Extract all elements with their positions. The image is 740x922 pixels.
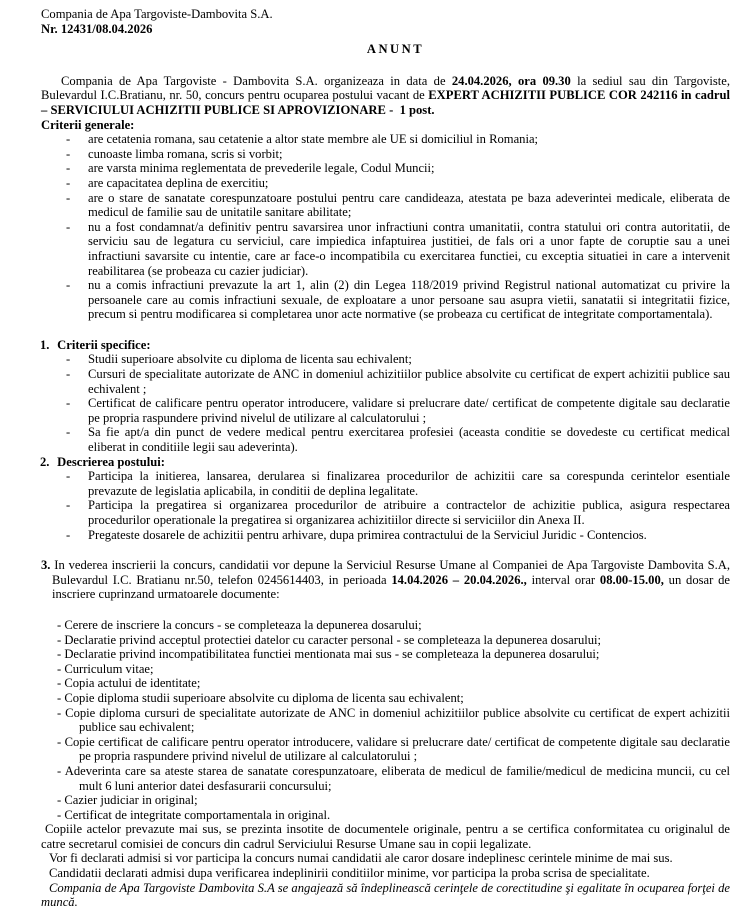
required-documents-list (41, 618, 730, 822)
spacer (41, 542, 730, 558)
section-number: 2. (40, 454, 50, 469)
intro-paragraph (41, 74, 730, 118)
document-item: - Copie diploma cursuri de specialitate autorizate de ANC in domeniul achizitiilor publice absolvite cu certificat de expert achizitii publice sau echivalent; (57, 705, 730, 735)
dash-bullet: - (66, 425, 71, 440)
written-test-note: Candidatii declarati admisi dupa verificarea indeplinirii conditiilor minime, vor participa la proba scrisa de specialitate. (49, 866, 650, 881)
dash-bullet: - (66, 352, 71, 367)
list-item (41, 396, 730, 425)
registration-number: Nr. 12431/08.04.2026 (41, 21, 153, 36)
dash-bullet: - (66, 219, 71, 234)
dash-bullet: - (66, 132, 71, 147)
copies-note: Copiile actelor prevazute mai sus, se prezinta insotite de documentele originale, pentru a se certifica conformitatea cu originalul de catre secretarul comisiei de concurs din cadrul Serviciului Resurse Umane sau in copii legalizate. (41, 822, 730, 851)
post-count: 1 post. (399, 102, 435, 117)
list-item (41, 469, 730, 498)
general-criteria-list (41, 132, 730, 322)
dash-bullet: - (66, 146, 71, 161)
list-item (41, 147, 730, 162)
list-item-text: Participa la initierea, lansarea, derularea si finalizarea procedurilor de achizitii care sa corespunda cerintelor esentiale prevazute de legislatia aplicabila, in conditii de deplina legalitate. (88, 469, 730, 498)
section-title: Descrierea postului: (57, 454, 166, 469)
dash-bullet: - (66, 367, 71, 382)
document-item: - Certificat de integritate comportamentala in original. (57, 807, 331, 822)
list-item-text: are cetatenia romana, sau cetatenie a altor state membre ale UE si domiciliul in Romania; (88, 132, 539, 147)
dash-bullet: - (66, 498, 71, 513)
dash-bullet: - (66, 527, 71, 542)
dash-bullet: - (66, 396, 71, 411)
list-item-text: Pregateste dosarele de achizitii pentru arhivare, dupa primirea contractului de la Serviciul Juridic - Contencios. (88, 527, 647, 542)
list-item-text: are varsta minima reglementata de prevederile legale, Codul Muncii; (88, 161, 435, 176)
list-item-text: are o stare de sanatate corespunzatoare postului pentru care candideaza, atestata pe baza adeverintei medicale, eliberata de medicul de familie sau de unitatile sanitare abilitate; (88, 190, 730, 220)
specific-criteria-list (41, 352, 730, 454)
dash-bullet: - (66, 469, 71, 484)
dash-bullet: - (66, 161, 71, 176)
job-description-heading (41, 455, 730, 470)
intro-text-2: la sediul sau din Targoviste, Bulevardul I.C.Bratianu, nr. 50, concurs pentru ocuparea postului vacant de (41, 73, 730, 103)
registration-period: 14.04.2026 – 20.04.2026., (391, 572, 527, 587)
document-item: - Declaratie privind acceptul protectiei datelor cu caracter personal - se completeaza la depunerea dosarului; (57, 632, 602, 647)
document-item: - Copie certificat de calificare pentru operator introducere, validare si prelucrare date/ certificat de competente digitale sau declaratie pe propria raspundere privind nivelul de utilizare al calculatorului ; (57, 734, 730, 764)
document-item: - Adeverinta care sa ateste starea de sanatate corespunzatoare, eliberata de medicul de familie/medicul de medicina muncii, cu cel mult 6 luni anterior datei desfasurarii concursului; (57, 763, 730, 793)
registration-text-1: In vederea inscrierii la concurs, candidatii vor depune la Serviciul Resurse Umane al Companiei de Apa Targoviste Dambovita S.A, Bulevardul I.C. Bratianu nr.50, telefon 0245614403, in perioada (52, 558, 730, 587)
document-title: ANUNT (366, 42, 425, 57)
list-item (41, 191, 730, 220)
list-item-text: Participa la pregatirea si organizarea procedurilor de atribuire a contractelor de achizitie publica, asigura respectarea procedurilor operationale la pregatirea si organizarea achizitiilor directe si serviciilor din Anexa II. (88, 498, 730, 527)
document-item: - Cazier judiciar in original; (57, 793, 198, 808)
list-item-text: Studii superioare absolvite cu diploma de licenta sau echivalent; (88, 352, 412, 367)
spacer (41, 322, 730, 338)
specific-criteria-heading (41, 338, 730, 353)
list-item-text: nu a comis infractiuni prevazute la art 1, alin (2) din Legea 118/2019 privind Registrul national automatizat cu privire la persoanele care au comis infractiuni sexuale, de exploatare a unor persoane sau asupra vietii, sanatatii si integritatii fizice, precum si pentru modificarea si completarea unor acte normative (se probeaza cu certificat de integritate comportamentala). (88, 278, 730, 322)
list-item (41, 367, 730, 396)
list-item-text: cunoaste limba romana, scris si vorbit; (88, 146, 283, 161)
intro-text-1: Compania de Apa Targoviste - Dambovita S.A. organizeaza in data de (61, 73, 452, 88)
job-description-list (41, 469, 730, 542)
document-item: - Copia actului de identitate; (57, 676, 201, 691)
document-item: - Copie diploma studii superioare absolvite cu diploma de licenta sau echivalent; (57, 690, 464, 705)
list-item (41, 220, 730, 278)
list-item (41, 161, 730, 176)
list-item (41, 278, 730, 322)
document-item: - Declaratie privind incompatibilitatea functiei mentionata mai sus - se completeaza la depunerea dosarului; (57, 647, 600, 662)
section-number: 1. (40, 337, 50, 352)
document-item: - Curriculum vitae; (57, 661, 154, 676)
list-item-text: Cursuri de specialitate autorizate de ANC in domeniul achizitiilor publice absolvite cu certificat de expert achizitii publice sau echivalent ; (88, 367, 730, 396)
dash-bullet: - (66, 190, 71, 205)
list-item (41, 176, 730, 191)
position-title: EXPERT ACHIZITII PUBLICE COR 242116 in cadrul – SERVICIULUI ACHIZITII PUBLICE SI APROVIZIONARE - (41, 88, 730, 117)
general-criteria-heading: Criterii generale: (41, 117, 135, 132)
registration-text-2: interval orar (526, 572, 600, 587)
list-item (41, 132, 730, 147)
registration-paragraph (41, 558, 730, 602)
admitted-note: Vor fi declarati admisi si vor participa la concurs numai candidatii ale caror dosare indeplinesc cerintele minime de mai sus. (49, 851, 673, 866)
list-item (41, 528, 730, 543)
dash-bullet: - (66, 175, 71, 190)
dash-bullet: - (66, 278, 71, 293)
registration-text-3: un dosar de inscriere cuprinzand urmatoarele documente: (52, 572, 730, 602)
equality-statement: Compania de Apa Targoviste Dambovita S.A se angajează să îndeplinească cerinţele de corectitudine şi egalitate în ocuparea forţei de muncă. (41, 880, 730, 910)
section-title: Criterii specifice: (57, 337, 151, 352)
contest-date-time: 24.04.2026, ora 09.30 (451, 73, 571, 88)
list-item (41, 352, 730, 367)
list-item (41, 498, 730, 527)
list-item-text: Sa fie apt/a din punct de vedere medical pentru exercitarea profesiei (aceasta conditie se dovedeste cu certificat medical eliberat in conditiile legii sau adeverinta). (88, 425, 730, 455)
document-item: - Cerere de inscriere la concurs - se completeaza la depunerea dosarului; (57, 617, 422, 632)
section-number: 3. (41, 558, 51, 573)
list-item (41, 425, 730, 454)
list-item-text: nu a fost condamnat/a definitiv pentru savarsirea unor infractiuni contra umanitatii, contra statului ori contra autoritatii, de serviciu sau de legatura cu serviciul, care impiedica infaptuirea justitiei, de fals ori a unor fapte de coruptie sau a unei infractiuni savarsite cu intentie, care ar face-o incompatibila cu exercitarea functiei, cu exceptia situatiei in care a intervenit reabilitarea (se probeaza cu cazier judiciar). (88, 219, 730, 278)
spacer (41, 602, 730, 618)
registration-hours: 08.00-15.00, (599, 572, 664, 587)
company-name: Compania de Apa Targoviste-Dambovita S.A. (41, 7, 273, 21)
list-item-text: Certificat de calificare pentru operator introducere, validare si prelucrare date/ certificat de competente digitale sau declaratie pe propria raspundere privind nivelul de utilizare al calculatorului ; (88, 396, 730, 425)
list-item-text: are capacitatea deplina de exercitiu; (88, 175, 269, 190)
